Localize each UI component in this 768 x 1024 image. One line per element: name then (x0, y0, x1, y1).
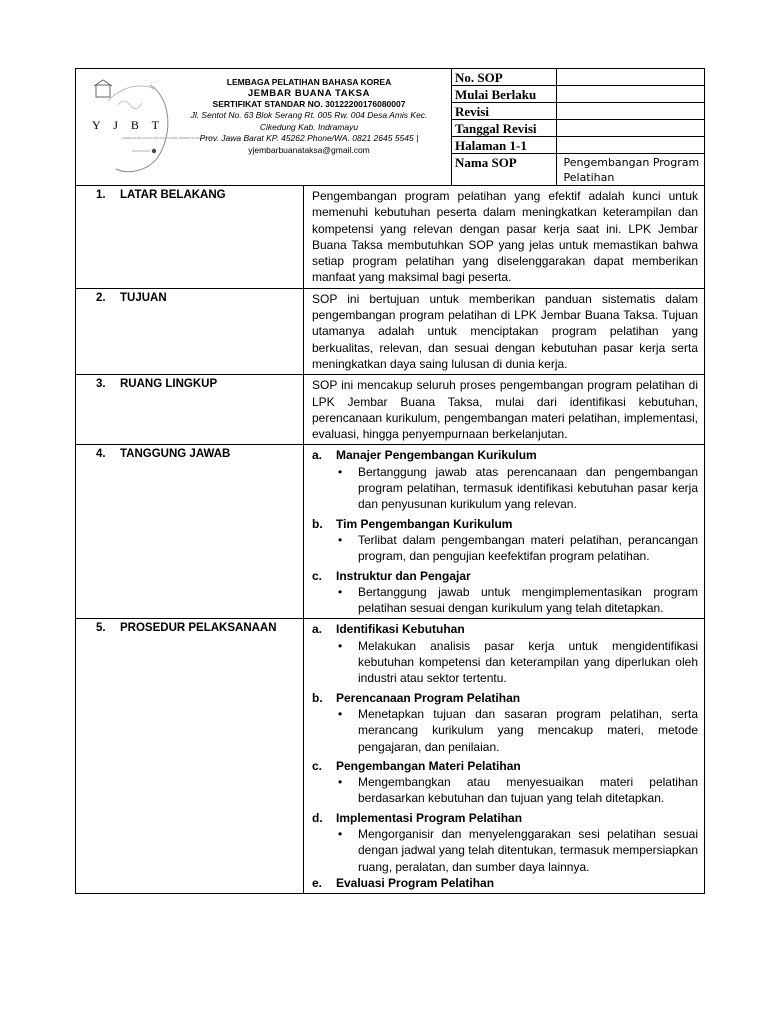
sop-number-label: No. SOP (452, 69, 556, 86)
bullet-text: Mengorganisir dan menyelenggarakan sesi pelatihan sesuai dengan jadwal yang telah ditentukan, termasuk mempersiapkan ruang, peralatan, dan sumber daya lainnya. (358, 826, 698, 874)
subsection-letter: d. (312, 810, 323, 825)
bullet-icon: • (338, 775, 343, 790)
effective-date-label: Mulai Berlaku (452, 86, 556, 103)
section-number: 3. (96, 378, 106, 391)
sop-info-row (452, 103, 704, 120)
section-number: 4. (96, 448, 106, 461)
address-line3: Prov. Jawa Barat KP. 45262 Phone/WA. 0821 2645 5545 | (199, 133, 419, 143)
bullet-icon: • (338, 638, 343, 653)
subsection-heading (312, 447, 698, 463)
address-line1: Jl. Sentot No. 63 Blok Serang Rt. 005 Rw. 004 Desa Amis Kec. (190, 110, 428, 120)
bullet-text: Bertanggung jawab atas perencanaan dan pengembangan program pelatihan, termasuk identifikasi kebutuhan pasar kerja dan penyusunan kurikulum yang relevan. (358, 464, 698, 512)
sop-sections-table (75, 185, 705, 894)
subsection-heading (312, 758, 698, 774)
subsection-title: Perencanaan Program Pelatihan (336, 690, 521, 705)
revision-value (556, 103, 704, 120)
bullet-item (312, 638, 698, 687)
section-heading (76, 186, 304, 288)
organization-block (76, 69, 452, 185)
sop-info-table (452, 69, 704, 185)
section-content (304, 619, 704, 893)
bullet-item (312, 826, 698, 875)
yjbt-logo (88, 77, 213, 177)
bullet-item (312, 532, 698, 565)
subsection-title: Identifikasi Kebutuhan (336, 622, 465, 637)
bullet-icon: • (338, 532, 343, 547)
email-address: yjembarbuanataksa@gmail.com (248, 144, 370, 155)
sop-info-row (452, 86, 704, 103)
section-heading (76, 375, 304, 444)
subsection-heading (312, 621, 698, 637)
bullet-icon: • (338, 584, 343, 599)
sop-document (75, 68, 705, 928)
section-row (76, 186, 704, 289)
section-heading (76, 289, 304, 374)
bullet-item (312, 584, 698, 617)
section-heading (76, 445, 304, 618)
org-name-line1: LEMBAGA PELATIHAN BAHASA KOREA (226, 77, 392, 87)
sop-name-value: Pengembangan Program Pelatihan (563, 156, 700, 184)
section-title: LATAR BELAKANG (120, 189, 226, 201)
page-label: Halaman 1-1 (452, 137, 556, 154)
section-title: TUJUAN (120, 291, 167, 304)
section-row (76, 619, 704, 893)
section-title: RUANG LINGKUP (120, 378, 218, 391)
document-header (75, 68, 705, 186)
bullet-text: Melakukan analisis pasar kerja untuk mengidentifikasi kebutuhan kompetensi dan keterampilan yang diperlukan oleh industri atau sektor tertentu. (358, 638, 698, 686)
sop-info-row (452, 69, 704, 86)
bullet-item (312, 464, 698, 513)
revision-label: Revisi (452, 103, 556, 120)
section-title: PROSEDUR PELAKSANAAN (120, 622, 277, 635)
subsection-title: Implementasi Program Pelatihan (336, 810, 523, 825)
section-text: SOP ini mencakup seluruh proses pengembangan program pelatihan di LPK Jembar Buana Taksa, mulai dari identifikasi kebutuhan, perencanaan kurikulum, pengembangan materi pelatihan, implementasi, evaluasi, hingga penyempurnaan berkelanjutan. (312, 378, 698, 442)
subsection-heading (312, 690, 698, 706)
bullet-text: Terlibat dalam pengembangan materi pelatihan, perancangan program, dan pengujian keefektifan program pelatihan. (358, 532, 698, 564)
sop-info-row (452, 137, 704, 154)
revision-date-label: Tanggal Revisi (452, 120, 556, 137)
svg-text:LEMBAGA PELATIHAN BAHASA KOREA: LEMBAGA PELATIHAN BAHASA KOREA JEMBAR BUANA TAKSA (122, 136, 213, 140)
subsection-title: Instruktur dan Pengajar (336, 568, 471, 583)
effective-date-value (556, 86, 704, 103)
subsection-letter: a. (312, 448, 323, 463)
subsection-letter: b. (312, 516, 323, 531)
sop-number-value (556, 69, 704, 86)
bullet-icon: • (338, 464, 343, 479)
section-row (76, 289, 704, 375)
subsection-letter: b. (312, 690, 323, 705)
address-line2: Cikedung Kab. Indramayu (259, 121, 359, 132)
section-heading (76, 619, 304, 893)
subsection-heading (312, 516, 698, 532)
section-text: Pengembangan program pelatihan yang efektif adalah kunci untuk memenuhi kebutuhan peserta dalam meningkatkan keterampilan dan kompetensi yang relevan dengan pasar kerja saat ini. LPK Jembar Buana Taksa membutuhkan SOP yang jelas untuk memastikan bahwa setiap program pelatihan yang diselenggarakan dapat memberikan manfaat yang maksimal bagi peserta. (312, 189, 698, 285)
subsection-title: Manajer Pengembangan Kurikulum (336, 448, 537, 463)
organization-info (172, 77, 446, 156)
subsection-letter: a. (312, 622, 323, 637)
section-number: 5. (96, 622, 106, 635)
subsection-title: Tim Pengembangan Kurikulum (336, 516, 513, 531)
svg-text:Y J B T: Y J B T (92, 118, 165, 132)
bullet-item (312, 706, 698, 755)
section-content (304, 445, 704, 618)
subsection-letter: c. (312, 758, 323, 773)
page-value (556, 137, 704, 154)
section-row (76, 445, 704, 619)
subsection-heading (312, 568, 698, 584)
certificate-number: SERTIFIKAT STANDAR NO. 30122200176080007 (212, 99, 406, 109)
subsection-title: Pengembangan Materi Pelatihan (336, 758, 521, 773)
sop-info-row (452, 154, 704, 186)
section-number: 1. (96, 189, 106, 201)
section-title: TANGGUNG JAWAB (120, 448, 231, 461)
revision-date-value (556, 120, 704, 137)
subsection-title: Evaluasi Program Pelatihan (336, 875, 495, 890)
sop-name-label: Nama SOP (452, 154, 556, 186)
section-row (76, 375, 704, 445)
subsection-letter: c. (312, 568, 323, 583)
bullet-text: Mengembangkan atau menyesuaikan materi pelatihan berdasarkan kebutuhan dan tujuan yang telah ditetapkan. (358, 775, 698, 806)
bullet-icon: • (338, 826, 343, 841)
bullet-text: Bertanggung jawab untuk mengimplementasikan program pelatihan sesuai dengan kurikulum yang telah ditetapkan. (358, 584, 698, 616)
subsection-heading (312, 810, 698, 826)
bullet-text: Menetapkan tujuan dan sasaran program pelatihan, serta merancang kurikulum yang mencakup materi, metode pengajaran, dan penilaian. (358, 706, 698, 754)
subsection-heading (312, 875, 698, 891)
section-text: SOP ini bertujuan untuk memberikan panduan sistematis dalam pengembangan program pelatihan di LPK Jembar Buana Taksa. Tujuan utamanya adalah untuk menciptakan program pelatihan yang berkualitas, relevan, dan sesuai dengan kebutuhan pasar kerja serta meningkatkan daya saing lulusan di dunia kerja. (312, 291, 698, 371)
section-number: 2. (96, 291, 106, 304)
subsection-letter: e. (312, 875, 323, 890)
org-name-line2: JEMBAR BUANA TAKSA (247, 88, 371, 99)
sop-info-row (452, 120, 704, 137)
bullet-item (312, 774, 698, 807)
bullet-icon: • (338, 706, 343, 721)
